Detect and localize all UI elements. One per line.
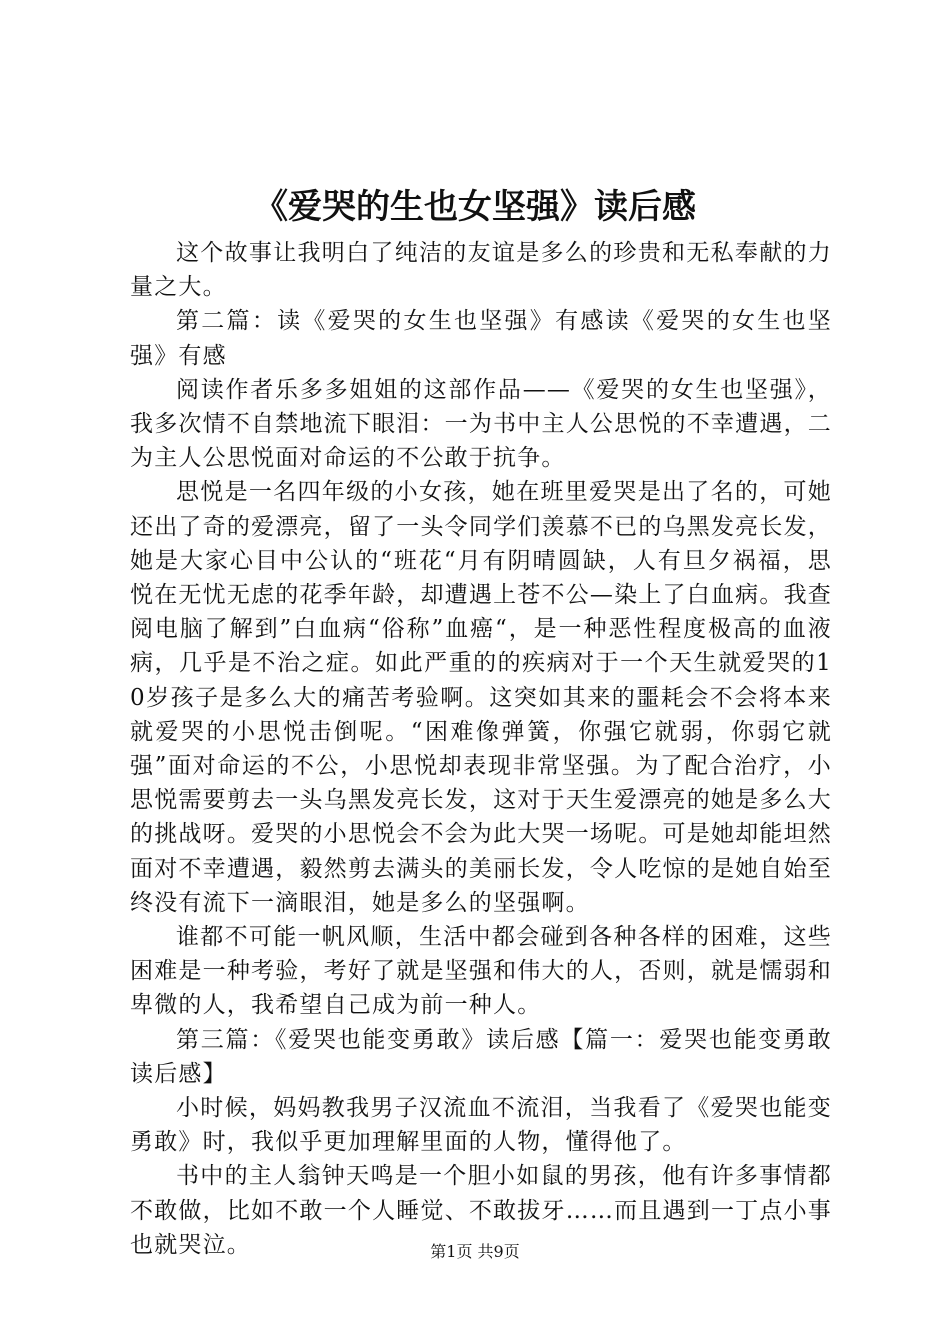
paragraph: 小时候，妈妈教我男子汉流血不流泪，当我看了《爱哭也能变勇敢》时，我似乎更加理解里面的人物，懂得他了。 [130,1095,832,1156]
paragraph: 这个故事让我明白了纯洁的友谊是多么的珍贵和无私奉献的力量之大。 [130,240,832,301]
paragraph: 思悦是一名四年级的小女孩，她在班里爱哭是出了名的，可她还出了奇的爱漂亮，留了一头令同学们羡慕不已的乌黑发亮长发，她是大家心目中公认的“班花“月有阴晴圆缺，人有旦夕祸福，思悦在无忧无虑的花季年龄，却遭遇上苍不公—染上了白血病。我查阅电脑了解到”白血病“俗称”血癌“，是一种恶性程度极高的血液病，几乎是不治之症。如此严重的的疾病对于一个天生就爱哭的10岁孩子是多么大的痛苦考验啊。这突如其来的噩耗会不会将本来就爱哭的小思悦击倒呢。“困难像弹簧，你强它就弱，你弱它就强”面对命运的不公，小思悦却表现非常坚强。为了配合治疗，小思悦需要剪去一头乌黑发亮长发，这对于天生爱漂亮的她是多么大的挑战呀。爱哭的小思悦会不会为此大哭一场呢。可是她却能坦然面对不幸遭遇，毅然剪去满头的美丽长发，令人吃惊的是她自始至终没有流下一滴眼泪，她是多么的坚强啊。 [130,479,832,916]
paragraph: 阅读作者乐多多姐姐的这部作品——《爱哭的女生也坚强》，我多次情不自禁地流下眼泪：一为书中主人公思悦的不幸遭遇，二为主人公思悦面对命运的不公敢于抗争。 [130,376,832,472]
paragraph: 谁都不可能一帆风顺，生活中都会碰到各种各样的困难，这些困难是一种考验，考好了就是坚强和伟大的人，否则，就是懦弱和卑微的人，我希望自己成为前一种人。 [130,924,832,1019]
page-footer: 第1页 共9页 [430,1242,520,1261]
document-body [130,236,832,1262]
paragraph: 第三篇：《爱哭也能变勇敢》读后感【篇一：爱哭也能变勇敢读后感】 [130,1026,832,1087]
paragraph: 第二篇：读《爱哭的女生也坚强》有感读《爱哭的女生也坚强》有感 [130,308,832,369]
document-title: 《爱哭的生也女坚强》读后感 [254,187,696,227]
paragraph: 书中的主人翁钟天鸣是一个胆小如鼠的男孩，他有许多事情都不敢做，比如不敢一个人睡觉、不敢拔牙……而且遇到一丁点小事也就哭泣。 [130,1163,832,1258]
